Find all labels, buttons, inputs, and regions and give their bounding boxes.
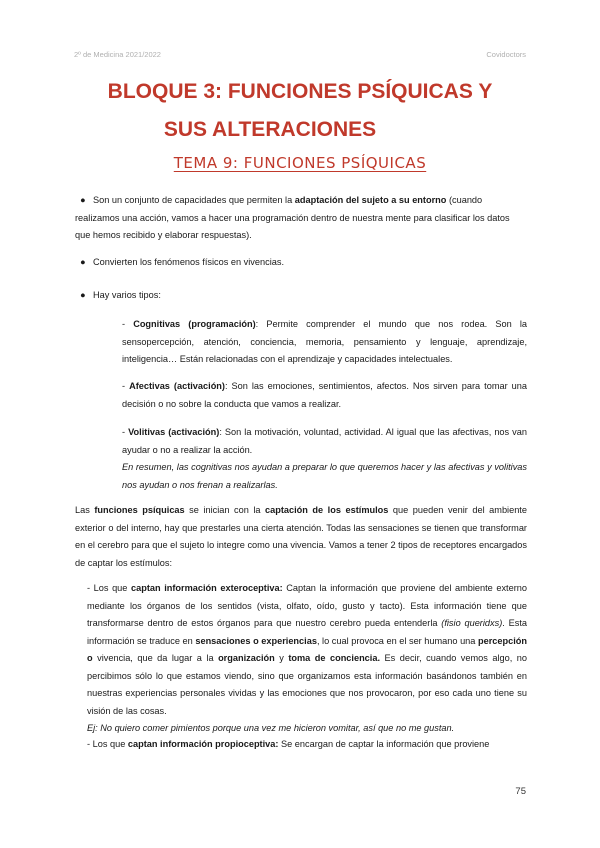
page-title-line2: SUS ALTERACIONES <box>163 118 377 141</box>
type-cognitive: - Cognitivas (programación): Permite comprender el mundo que nos rodea. Son la sensopercepción, atención, conciencia, memoria, pensamiento y lenguaje, aprendizaje, inteligencia… Están relacionadas con el aprendizaje y capacidades intelectuales. <box>122 319 527 364</box>
type-volitive: - Volitivas (activación): Son la motivación, voluntad, actividad. Al igual que las afectivas, nos van ayudar o no a realizar la acción. <box>122 427 527 455</box>
header-author: Covidoctors <box>486 50 526 59</box>
section-subtitle: TEMA 9: FUNCIONES PSÍQUICAS <box>173 154 427 172</box>
intro-paragraph: Las funciones psíquicas se inician con la captación de los estímulos que pueden venir del ambiente exterior o del interno, hay que prestarles una cierta atención. Todas las sensaciones se tienen que transformar en el cerebro para que el sujeto lo integre como una vivencia. Vamos a tener 2 tipos de receptores encargados de captar los estímulos: <box>75 505 527 568</box>
bullet-dot-icon: ● <box>80 290 86 300</box>
bullet-item-1: ● Son un conjunto de capacidades que permiten la adaptación del sujeto a su entorno (cuando realizamos una acción, vamos a hacer una programación dentro de nuestra mente para clasificar los datos que hemos recibido y elaborar respuestas). <box>75 192 527 245</box>
example-note: Ej: No quiero comer pimientos porque una vez me hicieron vomitar, así que no me gustan. <box>87 723 455 733</box>
bullet-dot-icon: ● <box>80 195 86 205</box>
summary-note: En resumen, las cognitivas nos ayudan a preparar lo que queremos hacer y las afectivas y volitivas nos ayudan o nos frenan a realizarlas. <box>122 462 527 490</box>
proprioceptive-item: - Los que captan información propioceptiva: Se encargan de captar la información que proviene <box>87 739 490 749</box>
exteroceptive-item: - Los que captan información exteroceptiva: Captan la información que proviene del ambiente externo mediante los órganos de los sentidos (vista, olfato, oído, gusto y tacto). Esta información tiene que transformarse dentro de estos órganos para que nuestro cerebro pueda entenderla (fisio queridxs). Esta información se traduce en sensaciones o experiencias, lo cual provoca en el ser humano una percepción o vivencia, que da lugar a la organización y toma de conciencia. Es decir, cuando vemos algo, no percibimos sólo lo que estamos viendo, sino que organizamos esta información basándonos también en nuestras experiencias personales vividas y las emociones que nos provocaron, por eso cada uno tiene su visión de las cosas. Ej: No quiero comer pimientos porque una vez me hicieron vomitar, así que no me gustan. <box>87 583 528 733</box>
bullet-item-2: ● Convierten los fenómenos físicos en vivencias. <box>75 254 527 272</box>
bullet-dot-icon: ● <box>80 257 86 267</box>
bold-text: adaptación del sujeto a su entorno <box>294 195 447 205</box>
type-affective: - Afectivas (activación): Son las emociones, sentimientos, afectos. Nos sirven para tomar una decisión o no sobre la conducta que vamos a realizar. <box>122 381 527 409</box>
bullet-item-3: ● Hay varios tipos: <box>75 287 527 305</box>
header-course: 2º de Medicina 2021/2022 <box>74 50 161 59</box>
page-number: 75 <box>515 786 526 797</box>
page-title-line1: BLOQUE 3: FUNCIONES PSÍQUICAS Y <box>107 80 493 103</box>
